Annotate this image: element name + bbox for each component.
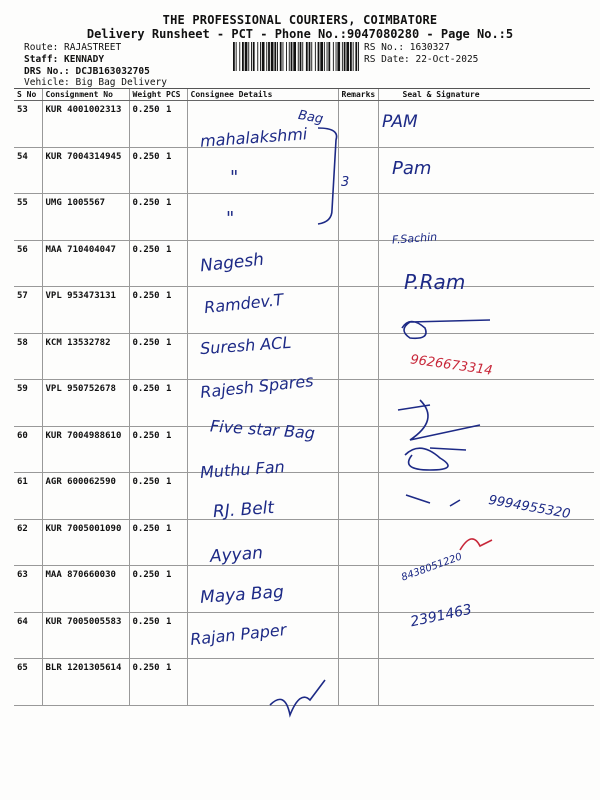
row-weight: 0.250	[129, 333, 163, 380]
row-pcs: 1	[163, 333, 187, 380]
row-consignment-no: KUR 7005001090	[42, 519, 129, 566]
bracket-icon	[318, 128, 337, 224]
handwritten-consignee: "	[230, 167, 239, 188]
signature-scribble-icon	[398, 400, 480, 440]
handwritten-remark: Bag	[296, 107, 325, 128]
row-weight: 0.250	[129, 287, 163, 334]
handwritten-seal: 9994955320	[487, 492, 572, 523]
row-pcs: 1	[163, 659, 187, 706]
handwritten-remark: 3	[341, 175, 350, 190]
row-weight: 0.250	[129, 659, 163, 706]
row-sno: 59	[14, 380, 42, 427]
row-weight: 0.250	[129, 240, 163, 287]
handwritten-consignee: Ramdev.T	[203, 289, 285, 318]
signature-scribble-icon	[406, 495, 460, 506]
rs-number: RS No.: 1630327	[364, 42, 450, 53]
row-sno: 58	[14, 333, 42, 380]
signature-scribble-icon	[402, 320, 490, 338]
row-weight: 0.250	[129, 194, 163, 241]
handwritten-consignee: Nagesh	[199, 249, 265, 277]
handwritten-consignee: Rajan Paper	[189, 620, 288, 649]
col-header-weight: Weight	[129, 89, 163, 101]
row-pcs: 1	[163, 240, 187, 287]
signature-scribble-icon	[270, 680, 325, 715]
handwritten-seal: P.Ram	[404, 270, 466, 294]
row-pcs: 1	[163, 612, 187, 659]
row-pcs: 1	[163, 194, 187, 241]
row-consignment-no: KUR 4001002313	[42, 101, 129, 148]
row-consignment-no: KUR 7004988610	[42, 426, 129, 473]
handwritten-consignee: "	[226, 208, 235, 229]
row-consignment-no: VPL 950752678	[42, 380, 129, 427]
row-sno: 61	[14, 473, 42, 520]
row-weight: 0.250	[129, 380, 163, 427]
runsheet-subtitle: Delivery Runsheet - PCT - Phone No.:9047080280 - Page No.:5	[86, 27, 514, 41]
row-sno: 54	[14, 147, 42, 194]
handwritten-seal: 9626673314	[409, 352, 494, 379]
runsheet-title: THE PROFESSIONAL COURIERS, COIMBATORE	[162, 13, 438, 27]
route-label: Route: RAJASTREET	[24, 42, 122, 53]
handwritten-consignee: Ayyan	[209, 543, 264, 567]
row-pcs: 1	[163, 287, 187, 334]
row-sno: 57	[14, 287, 42, 334]
handwritten-consignee: Rajesh Spares	[199, 371, 315, 402]
signature-scribble-icon	[460, 539, 492, 550]
row-consignment-no: VPL 953473131	[42, 287, 129, 334]
handwritten-seal: F.Sachin	[391, 230, 438, 247]
row-pcs: 1	[163, 380, 187, 427]
row-consignment-no: BLR 1201305614	[42, 659, 129, 706]
row-weight: 0.250	[129, 566, 163, 613]
handwritten-consignee: Maya Bag	[199, 582, 285, 608]
row-pcs: 1	[163, 426, 187, 473]
row-sno: 65	[14, 659, 42, 706]
row-weight: 0.250	[129, 519, 163, 566]
row-pcs: 1	[163, 473, 187, 520]
row-weight: 0.250	[129, 101, 163, 148]
row-weight: 0.250	[129, 473, 163, 520]
col-header-remarks: Remarks	[338, 89, 378, 101]
handwritten-seal: PAM	[382, 112, 418, 132]
signature-scribble-icon	[405, 448, 466, 470]
handwritten-consignee: Muthu Fan	[199, 457, 286, 482]
handwritten-consignee: Five star Bag	[209, 416, 316, 443]
row-sno: 56	[14, 240, 42, 287]
row-sno: 63	[14, 566, 42, 613]
handwritten-seal: Pam	[392, 158, 432, 179]
row-consignment-no: MAA 870660030	[42, 566, 129, 613]
row-pcs: 1	[163, 101, 187, 148]
row-consignment-no: KCM 13532782	[42, 333, 129, 380]
row-sno: 62	[14, 519, 42, 566]
row-consignment-no: UMG 1005567	[42, 194, 129, 241]
row-consignment-no: KUR 7005005583	[42, 612, 129, 659]
handwritten-seal: 8438051220	[400, 551, 464, 584]
handwritten-consignee: Suresh ACL	[199, 332, 292, 359]
staff-label: Staff: KENNADY	[24, 54, 105, 65]
row-weight: 0.250	[129, 426, 163, 473]
row-pcs: 1	[163, 566, 187, 613]
row-sno: 64	[14, 612, 42, 659]
row-weight: 0.250	[129, 147, 163, 194]
handwritten-seal: 2391463	[409, 601, 474, 631]
handwritten-consignee: RJ. Belt	[212, 497, 275, 523]
row-sno: 55	[14, 194, 42, 241]
col-header-consignee: Consignee Details	[187, 89, 338, 101]
col-header-pcs: PCS	[163, 89, 187, 101]
row-sno: 60	[14, 426, 42, 473]
row-pcs: 1	[163, 519, 187, 566]
vehicle-label: Vehicle: Big Bag Delivery	[24, 77, 167, 88]
row-pcs: 1	[163, 147, 187, 194]
rs-date: RS Date: 22-Oct-2025	[364, 54, 479, 65]
row-consignment-no: MAA 710404047	[42, 240, 129, 287]
row-consignment-no: AGR 600062590	[42, 473, 129, 520]
row-consignment-no: KUR 7004314945	[42, 147, 129, 194]
col-header-sno: S No	[14, 89, 42, 101]
row-weight: 0.250	[129, 612, 163, 659]
col-header-consignment: Consignment No	[42, 89, 129, 101]
col-header-seal: Seal & Signature	[378, 89, 594, 101]
handwritten-consignee: mahalakshmi	[199, 124, 308, 151]
row-sno: 53	[14, 101, 42, 148]
drs-number: DRS No.: DCJB163032705	[24, 66, 150, 77]
